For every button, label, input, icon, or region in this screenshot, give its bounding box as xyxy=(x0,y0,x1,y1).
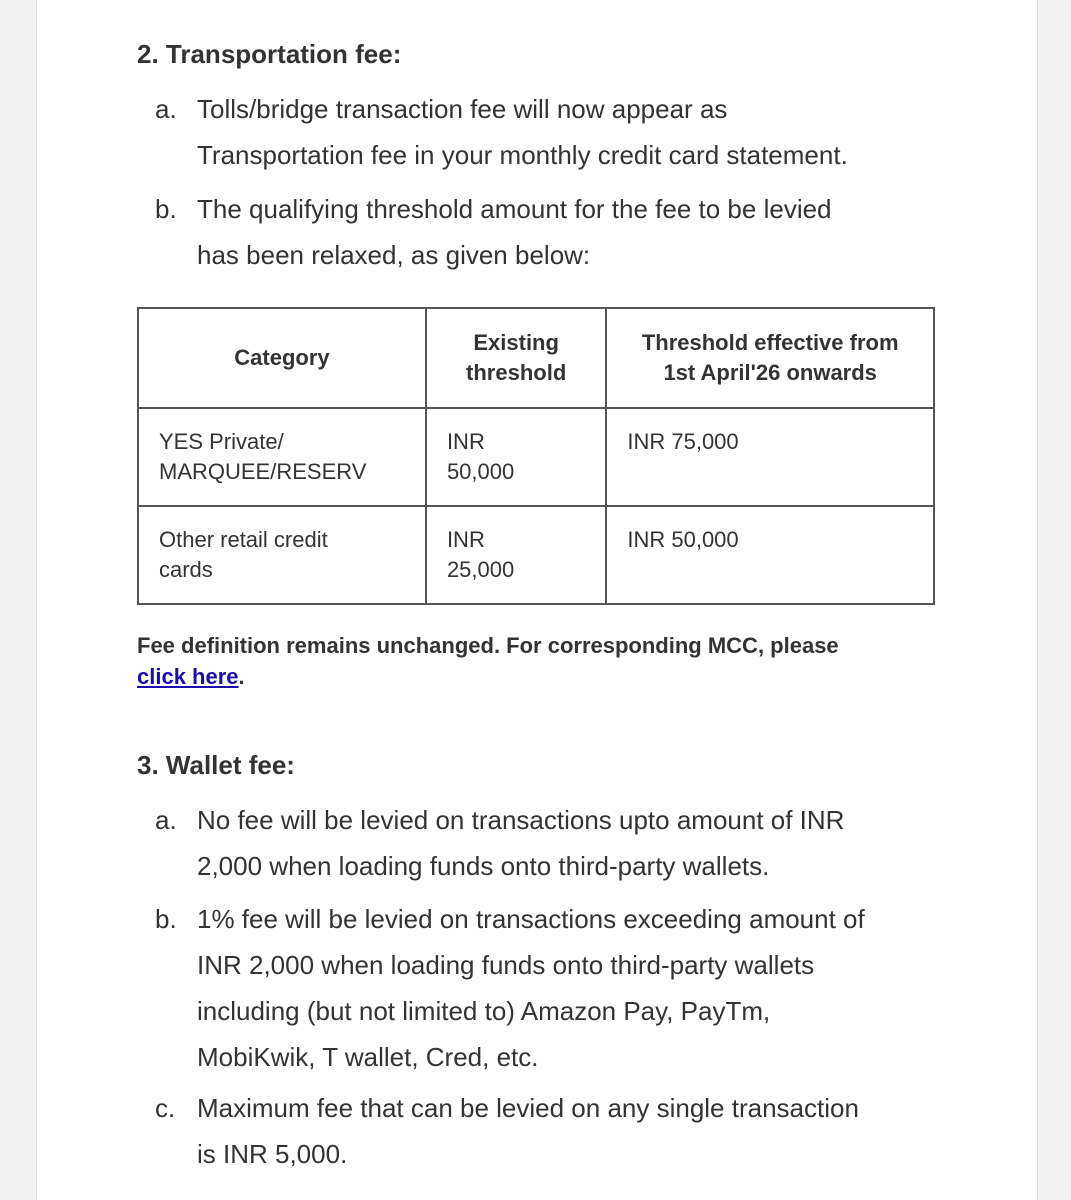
table-header-row xyxy=(138,308,934,408)
list-item-3a xyxy=(155,797,955,889)
section-heading-transportation-fee: 2. Transportation fee: xyxy=(137,39,402,69)
list-item-line: No fee will be levied on transactions upto amount of INR xyxy=(197,805,845,835)
header-effective-line: Threshold effective from xyxy=(641,330,899,355)
list-item-2a xyxy=(155,86,955,178)
list-item-text xyxy=(197,1085,955,1177)
list-marker: b. xyxy=(155,194,177,224)
list-item-3b xyxy=(155,896,955,1080)
list-item-line: including (but not limited to) Amazon Pay, PayTm, xyxy=(197,996,771,1026)
fee-definition-note xyxy=(137,630,957,692)
list-item-3c xyxy=(155,1085,955,1177)
cell-category xyxy=(138,506,426,604)
cell-effective: INR 75,000 xyxy=(606,408,934,506)
cell-existing xyxy=(426,408,606,506)
header-existing-line: Existing xyxy=(473,330,559,355)
list-item-line: has been relaxed, as given below: xyxy=(197,240,591,270)
list-item-line: 1% fee will be levied on transactions exceeding amount of xyxy=(197,904,865,934)
cell-effective: INR 50,000 xyxy=(606,506,934,604)
cell-line: Other retail credit xyxy=(159,527,328,552)
note-period: . xyxy=(238,664,245,689)
list-marker: b. xyxy=(155,904,177,934)
cell-line: INR xyxy=(446,429,485,454)
list-item-text xyxy=(197,896,955,1080)
document-card xyxy=(36,0,1038,1200)
list-item-text xyxy=(197,797,955,889)
header-effective-line: 1st April'26 onwards xyxy=(663,360,877,385)
list-item-text xyxy=(197,186,955,278)
list-item-line: Maximum fee that can be levied on any single transaction xyxy=(197,1093,859,1123)
table-row xyxy=(138,506,934,604)
header-category-label: Category xyxy=(234,345,330,370)
list-item-line: Tolls/bridge transaction fee will now appear as xyxy=(197,94,728,124)
list-item-line: MobiKwik, T wallet, Cred, etc. xyxy=(197,1042,539,1072)
list-item-2b xyxy=(155,186,955,278)
cell-line: 25,000 xyxy=(446,557,515,582)
list-marker: a. xyxy=(155,94,177,124)
header-existing-line: threshold xyxy=(466,360,567,385)
list-item-line: Transportation fee in your monthly credit card statement. xyxy=(197,140,848,170)
click-here-link[interactable]: click here xyxy=(137,664,239,689)
header-effective-threshold xyxy=(606,308,934,408)
list-item-line: 2,000 when loading funds onto third-party wallets. xyxy=(197,851,770,881)
list-item-line: INR 2,000 when loading funds onto third-party wallets xyxy=(197,950,815,980)
section-heading-wallet-fee: 3. Wallet fee: xyxy=(137,750,295,780)
cell-line: MARQUEE/RESERV xyxy=(159,459,367,484)
threshold-table xyxy=(137,307,935,605)
list-marker: c. xyxy=(155,1093,176,1123)
cell-line: INR xyxy=(446,527,485,552)
list-item-text xyxy=(197,86,955,178)
table-row xyxy=(138,408,934,506)
list-item-line: is INR 5,000. xyxy=(197,1139,348,1169)
note-text: Fee definition remains unchanged. For corresponding MCC, please xyxy=(137,633,839,658)
cell-line: cards xyxy=(159,557,213,582)
cell-line: YES Private/ xyxy=(159,429,284,454)
cell-line: 50,000 xyxy=(446,459,515,484)
list-marker: a. xyxy=(155,805,177,835)
cell-existing xyxy=(426,506,606,604)
list-item-line: The qualifying threshold amount for the fee to be levied xyxy=(197,194,832,224)
header-existing-threshold xyxy=(426,308,606,408)
header-category xyxy=(138,308,426,408)
cell-category xyxy=(138,408,426,506)
